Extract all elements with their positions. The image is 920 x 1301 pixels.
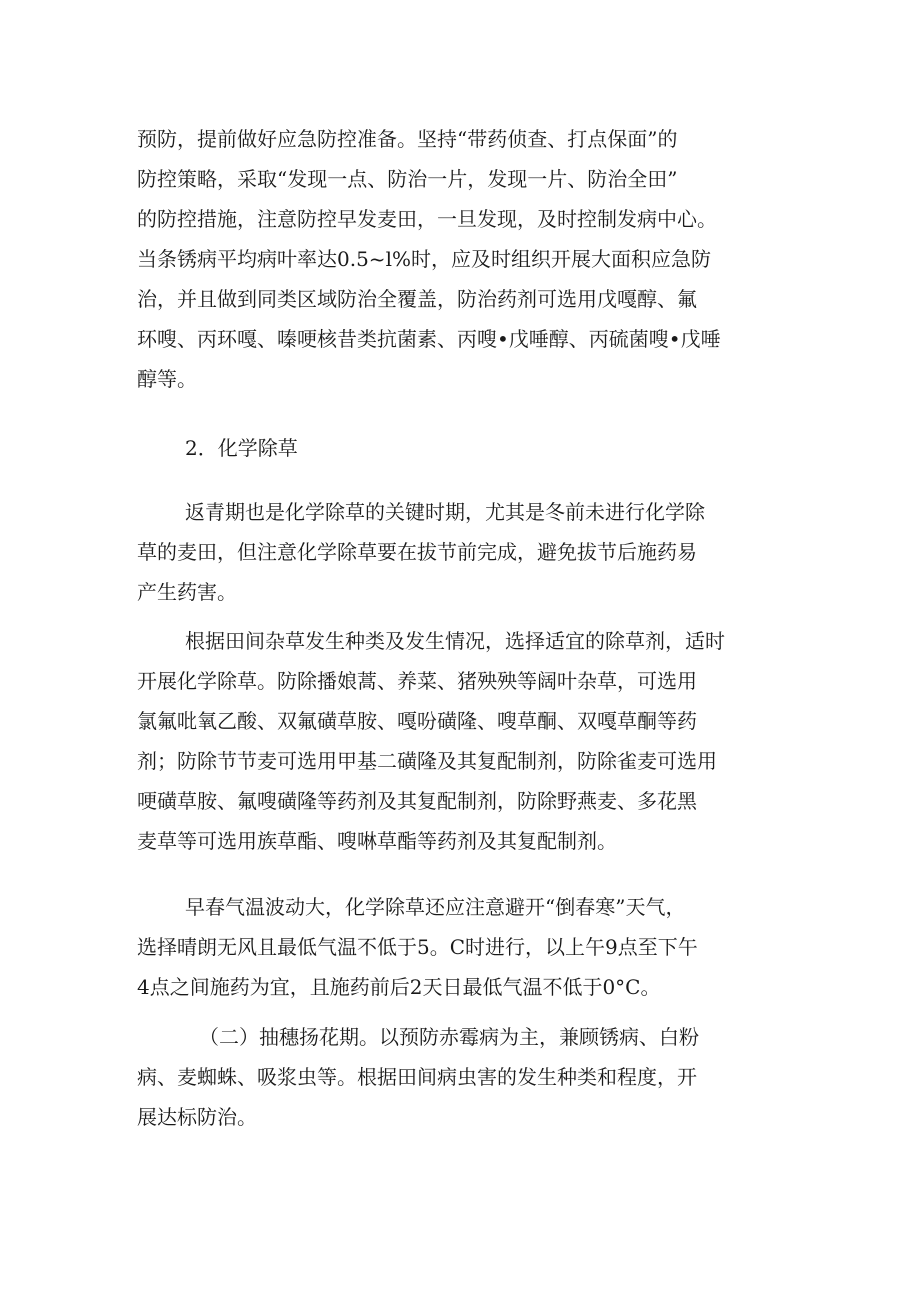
paragraph-line: 当条锈病平均病叶率达0.5~l%时，应及时组织开展大面积应急防 (137, 247, 711, 271)
paragraph-line: 展达标防治。 (137, 1105, 257, 1129)
paragraph-line: （二）抽穗扬花期。以预防赤霉病为主，兼顾锈病、白粉 (199, 1025, 699, 1049)
paragraph-line: 预防，提前做好应急防控准备。坚持“带药侦查、打点保面”的 (137, 127, 678, 151)
paragraph-line: 选择晴朗无风且最低气温不低于5。C时进行，以上午9点至下午 (137, 935, 698, 959)
paragraph-prevention (137, 119, 797, 399)
paragraph-line: 开展化学除草。防除播娘蒿、养菜、猪殃殃等阔叶杂草，可选用 (137, 669, 697, 693)
paragraph-line: 的防控措施，注意防控早发麦田，一旦发现，及时控制发病中心。 (137, 207, 717, 231)
paragraph-regreening (137, 492, 797, 612)
paragraph-line: 氯氟吡氧乙酸、双氟磺草胺、嘎吩磺隆、嗖草酮、双嘎草酮等药 (137, 709, 697, 733)
paragraph-line: 治，并且做到同类区域防治全覆盖，防治药剂可选用戊嘎醇、氟 (137, 287, 697, 311)
paragraph-line: 早春气温波动大，化学除草还应注意避开“倒春寒”天气， (185, 895, 686, 919)
paragraph-line: 根据田间杂草发生种类及发生情况，选择适宜的除草剂，适时 (185, 629, 725, 653)
paragraph-line: 草的麦田，但注意化学除草要在拔节前完成，避免拔节后施药易 (137, 540, 697, 564)
paragraph-line: 环嗖、丙环嘎、嗪哽核昔类抗菌素、丙嗖•戊唾醇、丙硫菌嗖•戊唾 (137, 327, 721, 351)
paragraph-line: 剂；防除节节麦可选用甲基二磺隆及其复配制剂，防除雀麦可选用 (137, 749, 717, 773)
heading-text: 2．化学除草 (185, 436, 298, 460)
paragraph-heading-flowering (137, 1017, 797, 1137)
paragraph-line: 醇等。 (137, 367, 197, 391)
section-heading (185, 428, 845, 468)
paragraph-line: 产生药害。 (137, 580, 237, 604)
paragraph-line: 病、麦蜘蛛、吸浆虫等。根据田间病虫害的发生种类和程度，开 (137, 1065, 697, 1089)
paragraph-line: 哽磺草胺、氟嗖磺隆等药剂及其复配制剂，防除野燕麦、多花黑 (137, 789, 697, 813)
paragraph-line: 4点之间施药为宜，且施药前后2天日最低气温不低于0°C。 (137, 975, 661, 999)
paragraph-herbicide (137, 621, 797, 861)
paragraph-weather (137, 887, 797, 1007)
paragraph-line: 防控策略，采取“发现一点、防治一片，发现一片、防治全田” (137, 167, 678, 191)
paragraph-line: 麦草等可选用族草酯、嗖啉草酯等药剂及其复配制剂。 (137, 829, 617, 853)
paragraph-line: 返青期也是化学除草的关键时期，尤其是冬前未进行化学除 (185, 500, 705, 524)
